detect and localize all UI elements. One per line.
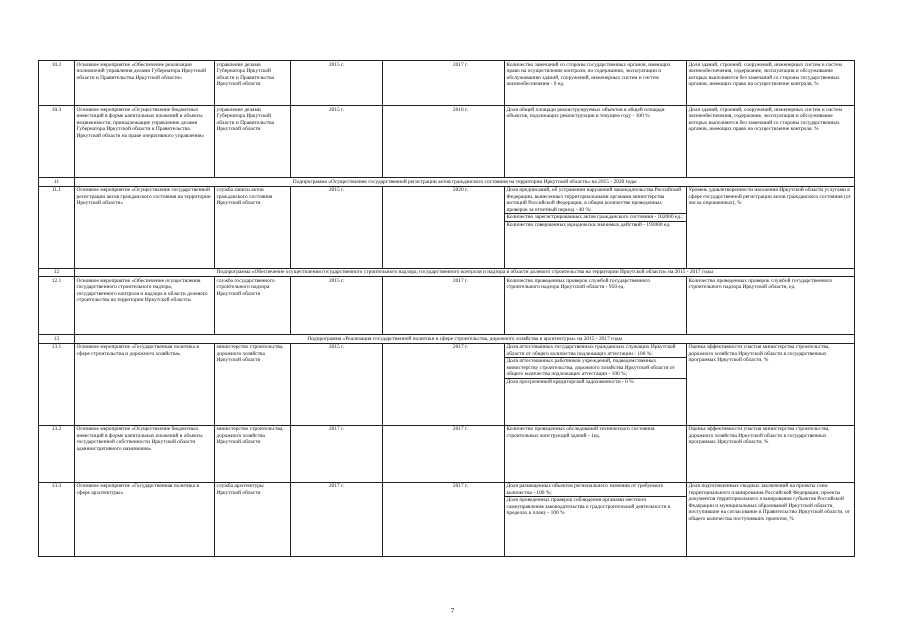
indicator: Уровень удовлетворенности населения Иркутской области услугами в сфере государственной регистрации актов гражданского состояния (от числа опрошенных), % (687, 186, 855, 268)
start-year: 2015 г. (291, 277, 383, 335)
expected-result (505, 343, 687, 425)
start-year: 2017 г. (291, 425, 383, 482)
table-row (39, 61, 855, 106)
result-text: Количество проведенных обследований технического состояния строительных конструкций зданий - 1ед. (506, 426, 655, 439)
result-text: Количество совершенных юридически значимых действий - 193000 ед. (505, 221, 686, 229)
result-text: Количество замечаний со стороны государственных органов, имеющих право на осуществление контроля, по содержанию, эксплуатации и обслуживанию зданий, сооружений, инженерных систем и систем жизнеобеспечения - 0 ед. (506, 61, 671, 88)
page-number: 7 (450, 607, 455, 615)
row-number: 12 (39, 268, 75, 277)
indicator: Доля зданий, строений, сооружений, инженерных систем и систем жизнеобеспечения, содержание, эксплуатация и обслуживание которых выполняется без замечаний со стороны государственных органов, имеющих право на осуществление контроля, % (687, 106, 855, 178)
event-name: Основное мероприятие «Осуществление государственной регистрации актов гражданского состояния на территории Иркутской области» (75, 186, 215, 268)
subprogram-title: Подпрограмма «Осуществление государственной регистрации актов гражданского состояния на территории Иркутской области» на 2015 - 2020 годы (75, 178, 855, 187)
end-year: 2017 г. (383, 277, 505, 335)
result-text: Количество зарегистрированных актов гражданского состояния - 102000 ед.; (505, 213, 686, 221)
table-row (39, 106, 855, 178)
subprogram-title: Подпрограмма «Обеспечение осуществления государственного строительного надзора, государственного контроля и надзора в области долевого строительства на территории Иркутской области» на 2015 - 2017 годы (75, 268, 855, 277)
subprogram-row (39, 335, 855, 344)
row-number: 13 (39, 335, 75, 344)
table-row (39, 425, 855, 482)
end-year: 2020 г. (383, 186, 505, 268)
start-year: 2015 г. (291, 343, 383, 425)
row-number: 10.3 (39, 106, 75, 178)
expected-result (505, 186, 687, 268)
expected-result (505, 425, 687, 482)
indicator: Доля зданий, строений, сооружений, инженерных систем и систем жизнеобеспечения, содержание, эксплуатация и обслуживание которых выполняется без замечаний со стороны государственных органов, имеющих право на осуществление контроля, % (687, 61, 855, 106)
executor: служба записи актов гражданского состояния Иркутской области (215, 186, 291, 268)
end-year: 2017 г. (383, 343, 505, 425)
result-text: Доля размещенных объектов регионального значения от требуемого количества - 100 %; (506, 483, 664, 496)
indicator: Оценка эффективности участия министерства строительства, дорожного хозяйства Иркутской области в государственных программах Иркутской области, % (687, 425, 855, 482)
result-text: Доля аттестованных государственных гражданских служащих Иркутской области от общего количества подлежащих аттестации - 100 %; (506, 344, 676, 357)
expected-result (505, 106, 687, 178)
result-text: Доля общей площади реконструируемых объектов в общей площади объектов, подлежащих реконструкции в текущем году - 100 % (506, 106, 665, 120)
expected-result (505, 277, 687, 335)
row-number: 13.3 (39, 482, 75, 556)
table-row (39, 186, 855, 268)
event-name: Основное мероприятие «Государственная политика в сфере строительства и дорожного хозяйства» (75, 343, 215, 425)
end-year: 2017 г. (383, 482, 505, 556)
events-table (38, 60, 855, 557)
subprogram-title: Подпрограмма «Реализация государственной политики в сфере строительства, дорожного хозяйства и архитектуры» на 2015 - 2017 годы (75, 335, 855, 344)
table-row (39, 277, 855, 335)
start-year: 2017 г. (291, 482, 383, 556)
event-name: Основное мероприятие «Осуществление бюджетных инвестиций в форме капитальных вложений в объекты государственной собственности Иркутской области административного назначения» (75, 425, 215, 482)
event-name: Основное мероприятие «Государственная политика в сфере архитектуры» (75, 482, 215, 556)
event-name: Основное мероприятие «Осуществление бюджетных инвестиций в форме капитальных вложений в объекты недвижимости, принадлежащие управлению делами Губернатора Иркутской области и Правительства Иркутской области на праве оперативного управления» (75, 106, 215, 178)
result-text: Доля проведенных проверок соблюдения органами местного самоуправления законодательства о градостроительной деятельности в пределах к плану - 100 % (505, 496, 686, 517)
row-number: 11.1 (39, 186, 75, 268)
expected-result (505, 61, 687, 106)
start-year: 2015 г. (291, 186, 383, 268)
expected-result (505, 482, 687, 556)
end-year: 2017 г. (383, 61, 505, 106)
executor: служба архитектуры Иркутской области (215, 482, 291, 556)
table-row (39, 343, 855, 425)
indicator: Доля подготовленных сводных заключений на проекты схем территориального планирования Российской Федерации, проекты документов территориального планирования субъектов Российской Федерации и муниципальных образований Иркутской области, поступившие на согласование в Правительство Иркутской области, от общего количества поступивших проектов, % (687, 482, 855, 556)
result-text: Доля просроченной кредиторской задолженности - 0 % (505, 378, 686, 386)
subprogram-row (39, 268, 855, 277)
end-year: 2017 г. (383, 425, 505, 482)
executor: управление делами Губернатора Иркутской области и Правительства Иркутской области (215, 106, 291, 178)
row-number: 10.2 (39, 61, 75, 106)
executor: служба государственного строительного надзора Иркутской области (215, 277, 291, 335)
subprogram-row (39, 178, 855, 187)
row-number: 12.1 (39, 277, 75, 335)
executor: управление делами Губернатора Иркутской области и Правительства Иркутской области (215, 61, 291, 106)
executor: министерство строительства, дорожного хозяйства Иркутской области (215, 425, 291, 482)
start-year: 2015 г. (291, 106, 383, 178)
event-name: Основное мероприятие «Обеспечение осуществления государственного строительного надзора, государственного контроля и надзора в области долевого строительства на территории Иркутской области» (75, 277, 215, 335)
executor: министерство строительства, дорожного хозяйства Иркутской области (215, 343, 291, 425)
result-text: Доля предписаний, об устранении нарушений законодательства Российской Федерации, вынесенных территориальными органами министерства юстиций Российской Федерации, в общем количестве проведенных проверок за отчетный период - 40 %; (506, 187, 682, 213)
event-name: Основное мероприятие «Обеспечение реализации полномочий управления делами Губернатора Иркутской области и Правительства Иркутской области» (75, 61, 215, 106)
row-number: 13.2 (39, 425, 75, 482)
result-text: Количество проведенных проверок службой государственного строительного надзора Иркутской области - 950 ед. (506, 277, 651, 291)
row-number: 13.1 (39, 343, 75, 425)
result-text: Доля аттестованных работников учреждений, подведомственных министерству строительства, дорожного хозяйства Иркутской области от общего количества подлежащих аттестации - 100 %; (505, 357, 686, 378)
indicator: Количество проведенных проверок службой государственного строительного надзора Иркутской области, ед. (687, 277, 855, 335)
table-row (39, 482, 855, 556)
indicator: Оценка эффективности участия министерства строительства, дорожного хозяйства Иркутской области в государственных программах Иркутской области, % (687, 343, 855, 425)
row-number: 11 (39, 178, 75, 187)
end-year: 2016 г. (383, 106, 505, 178)
start-year: 2015 г. (291, 61, 383, 106)
